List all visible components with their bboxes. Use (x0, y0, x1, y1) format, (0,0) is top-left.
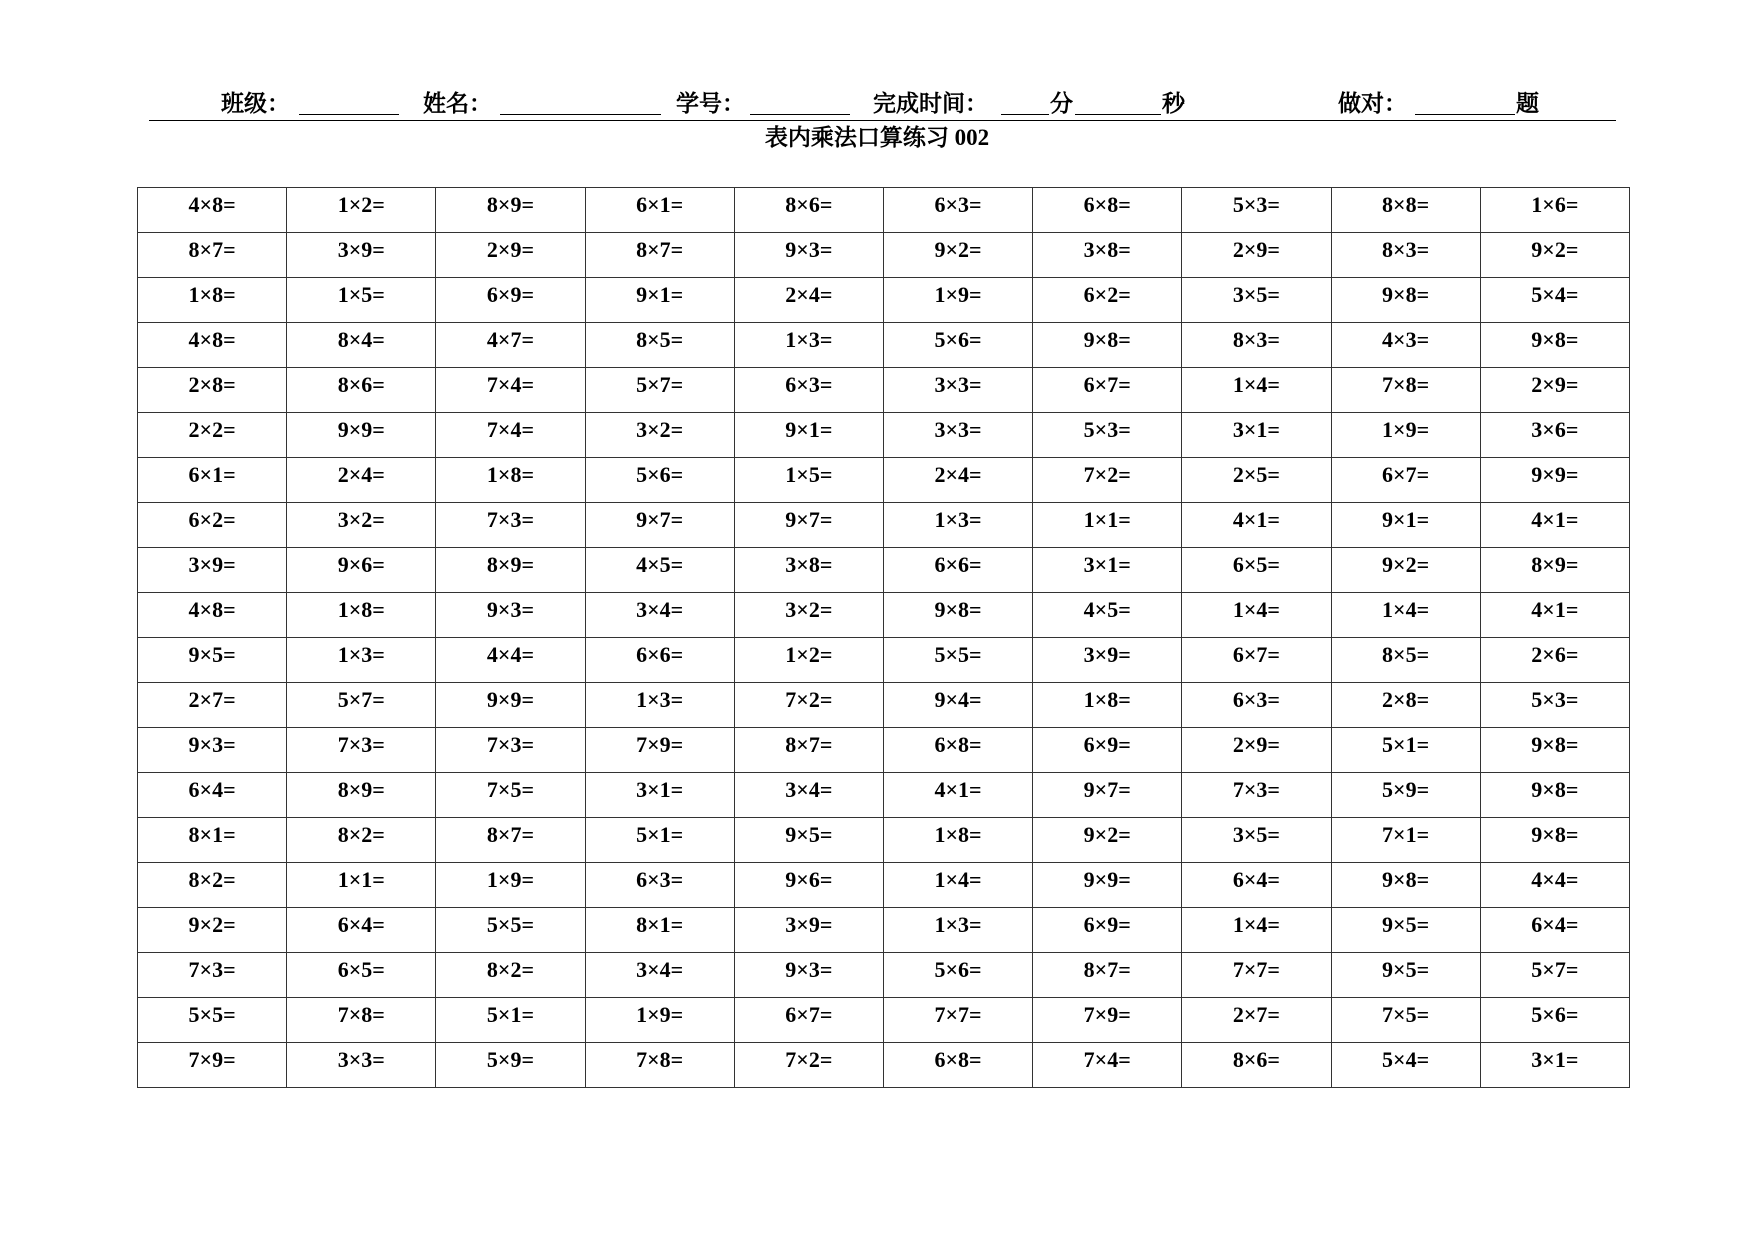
problem-cell: 5×4= (1480, 278, 1629, 323)
problem-cell: 3×9= (734, 908, 883, 953)
problem-cell: 6×9= (1033, 908, 1182, 953)
problem-cell: 3×3= (883, 413, 1032, 458)
problem-cell: 2×8= (1331, 683, 1480, 728)
problem-cell: 5×6= (1480, 998, 1629, 1043)
problem-cell: 9×8= (1480, 818, 1629, 863)
problem-cell: 7×3= (436, 728, 585, 773)
problem-cell: 5×6= (883, 953, 1032, 998)
problem-cell: 1×4= (883, 863, 1032, 908)
problem-row (138, 233, 1630, 278)
problem-cell: 9×8= (1331, 278, 1480, 323)
student-id-label: 学号： (676, 91, 745, 116)
problem-cell: 9×7= (585, 503, 734, 548)
problem-cell: 7×3= (1182, 773, 1331, 818)
problem-cell: 8×1= (138, 818, 287, 863)
problem-cell: 6×4= (1480, 908, 1629, 953)
problem-cell: 7×3= (436, 503, 585, 548)
problem-cell: 8×2= (436, 953, 585, 998)
problem-cell: 7×4= (1033, 1043, 1182, 1088)
problem-cell: 7×2= (1033, 458, 1182, 503)
problem-cell: 6×6= (883, 548, 1032, 593)
problem-cell: 1×9= (585, 998, 734, 1043)
problem-row (138, 323, 1630, 368)
problem-row (138, 908, 1630, 953)
problem-cell: 2×7= (138, 683, 287, 728)
worksheet-title: 表内乘法口算练习 002 (764, 125, 990, 150)
problem-cell: 9×2= (883, 233, 1032, 278)
problem-cell: 4×1= (883, 773, 1032, 818)
problem-row (138, 548, 1630, 593)
problem-cell: 2×8= (138, 368, 287, 413)
problem-row (138, 413, 1630, 458)
problem-row (138, 953, 1630, 998)
problem-cell: 3×3= (883, 368, 1032, 413)
problem-cell: 3×4= (734, 773, 883, 818)
problem-cell: 3×9= (138, 548, 287, 593)
problem-cell: 5×7= (1480, 953, 1629, 998)
problem-cell: 8×7= (138, 233, 287, 278)
problem-cell: 3×5= (1182, 278, 1331, 323)
problem-cell: 7×4= (436, 413, 585, 458)
problem-cell: 1×6= (1480, 188, 1629, 233)
problem-cell: 5×5= (883, 638, 1032, 683)
problem-cell: 5×7= (287, 683, 436, 728)
problem-cell: 9×8= (1480, 728, 1629, 773)
problem-cell: 4×1= (1480, 503, 1629, 548)
problem-cell: 6×4= (287, 908, 436, 953)
problem-cell: 7×5= (1331, 998, 1480, 1043)
problem-cell: 8×3= (1331, 233, 1480, 278)
problem-cell: 6×8= (1033, 188, 1182, 233)
problem-cell: 4×5= (585, 548, 734, 593)
problem-cell: 1×8= (436, 458, 585, 503)
problem-cell: 7×2= (734, 683, 883, 728)
problem-cell: 1×1= (287, 863, 436, 908)
name-blank[interactable] (500, 114, 661, 115)
problem-cell: 5×6= (585, 458, 734, 503)
problem-grid (137, 187, 1630, 1088)
problem-cell: 3×8= (734, 548, 883, 593)
problem-row (138, 683, 1630, 728)
problem-cell: 6×9= (1033, 728, 1182, 773)
problem-cell: 5×1= (585, 818, 734, 863)
problem-cell: 5×1= (1331, 728, 1480, 773)
problem-cell: 9×2= (1033, 818, 1182, 863)
problem-cell: 5×3= (1033, 413, 1182, 458)
problem-cell: 7×5= (436, 773, 585, 818)
problem-cell: 9×9= (436, 683, 585, 728)
problem-cell: 8×7= (436, 818, 585, 863)
problem-cell: 9×2= (1331, 548, 1480, 593)
time-label: 完成时间： (873, 91, 988, 116)
problem-cell: 6×6= (585, 638, 734, 683)
problem-cell: 9×8= (1480, 773, 1629, 818)
problem-cell: 3×6= (1480, 413, 1629, 458)
problem-cell: 3×8= (1033, 233, 1182, 278)
problem-cell: 6×8= (883, 1043, 1032, 1088)
problem-cell: 5×6= (883, 323, 1032, 368)
problem-cell: 4×5= (1033, 593, 1182, 638)
problem-cell: 5×1= (436, 998, 585, 1043)
correct-label: 做对： (1338, 91, 1407, 116)
problem-cell: 8×9= (436, 548, 585, 593)
problem-cell: 2×9= (1182, 728, 1331, 773)
problem-cell: 8×7= (734, 728, 883, 773)
problem-cell: 6×3= (883, 188, 1032, 233)
problem-cell: 2×9= (1182, 233, 1331, 278)
problem-cell: 1×2= (287, 188, 436, 233)
problem-cell: 8×9= (1480, 548, 1629, 593)
problem-cell: 4×7= (436, 323, 585, 368)
problem-cell: 6×3= (1182, 683, 1331, 728)
problem-cell: 3×9= (287, 233, 436, 278)
problem-cell: 5×3= (1182, 188, 1331, 233)
problem-cell: 9×3= (138, 728, 287, 773)
problem-row (138, 773, 1630, 818)
problem-cell: 6×3= (585, 863, 734, 908)
problem-cell: 1×2= (734, 638, 883, 683)
problem-cell: 8×5= (585, 323, 734, 368)
problem-cell: 7×9= (1033, 998, 1182, 1043)
problem-cell: 2×4= (734, 278, 883, 323)
problem-cell: 8×2= (138, 863, 287, 908)
header-fields (149, 88, 1616, 121)
problem-cell: 7×2= (734, 1043, 883, 1088)
problem-cell: 7×7= (1182, 953, 1331, 998)
problem-row (138, 998, 1630, 1043)
problem-row (138, 818, 1630, 863)
problem-cell: 9×5= (734, 818, 883, 863)
problem-cell: 2×2= (138, 413, 287, 458)
problem-cell: 8×1= (585, 908, 734, 953)
problem-cell: 6×9= (436, 278, 585, 323)
problem-cell: 1×9= (1331, 413, 1480, 458)
problem-cell: 1×3= (883, 503, 1032, 548)
problem-cell: 6×1= (585, 188, 734, 233)
problem-cell: 6×4= (1182, 863, 1331, 908)
problem-cell: 1×8= (138, 278, 287, 323)
problem-cell: 7×8= (585, 1043, 734, 1088)
problem-cell: 9×3= (436, 593, 585, 638)
problem-cell: 5×7= (585, 368, 734, 413)
problem-row (138, 278, 1630, 323)
problem-cell: 9×1= (1331, 503, 1480, 548)
problem-cell: 1×8= (1033, 683, 1182, 728)
problem-cell: 5×5= (436, 908, 585, 953)
problem-cell: 5×9= (436, 1043, 585, 1088)
class-blank[interactable] (299, 114, 399, 115)
class-label: 班级： (221, 91, 290, 116)
problem-cell: 3×9= (1033, 638, 1182, 683)
problem-cell: 7×4= (436, 368, 585, 413)
problem-cell: 5×4= (1331, 1043, 1480, 1088)
problem-cell: 5×5= (138, 998, 287, 1043)
problem-row (138, 458, 1630, 503)
problem-cell: 2×5= (1182, 458, 1331, 503)
problem-cell: 6×3= (734, 368, 883, 413)
problem-cell: 3×1= (1033, 548, 1182, 593)
problem-cell: 8×5= (1331, 638, 1480, 683)
problem-row (138, 728, 1630, 773)
problem-row (138, 503, 1630, 548)
problem-cell: 1×3= (585, 683, 734, 728)
problem-cell: 1×8= (883, 818, 1032, 863)
problem-cell: 9×9= (287, 413, 436, 458)
problem-cell: 6×2= (138, 503, 287, 548)
problem-cell: 7×1= (1331, 818, 1480, 863)
problem-cell: 4×8= (138, 188, 287, 233)
problem-cell: 9×6= (287, 548, 436, 593)
problem-cell: 9×5= (1331, 953, 1480, 998)
student-id-blank[interactable] (750, 114, 850, 115)
name-label: 姓名： (423, 91, 492, 116)
problem-cell: 3×2= (585, 413, 734, 458)
problem-cell: 1×3= (287, 638, 436, 683)
correct-blank[interactable] (1415, 114, 1515, 115)
problem-cell: 3×4= (585, 953, 734, 998)
problem-cell: 9×3= (734, 233, 883, 278)
problem-cell: 2×9= (1480, 368, 1629, 413)
problem-cell: 4×4= (436, 638, 585, 683)
problem-cell: 1×8= (287, 593, 436, 638)
problem-cell: 7×9= (585, 728, 734, 773)
problem-cell: 9×7= (734, 503, 883, 548)
problem-cell: 8×9= (287, 773, 436, 818)
problem-cell: 9×7= (1033, 773, 1182, 818)
problem-row (138, 368, 1630, 413)
problem-cell: 8×7= (1033, 953, 1182, 998)
problem-cell: 6×2= (1033, 278, 1182, 323)
problem-cell: 3×2= (734, 593, 883, 638)
problem-cell: 9×2= (138, 908, 287, 953)
problem-cell: 1×4= (1182, 593, 1331, 638)
problem-cell: 9×8= (1331, 863, 1480, 908)
problem-cell: 6×7= (734, 998, 883, 1043)
problem-cell: 7×3= (287, 728, 436, 773)
problem-cell: 9×8= (1033, 323, 1182, 368)
problem-cell: 1×5= (734, 458, 883, 503)
problem-cell: 8×6= (1182, 1043, 1331, 1088)
problem-cell: 1×9= (436, 863, 585, 908)
problem-cell: 8×8= (1331, 188, 1480, 233)
problem-cell: 9×3= (734, 953, 883, 998)
problem-cell: 1×4= (1331, 593, 1480, 638)
minute-label: 分 (1050, 91, 1073, 116)
problem-cell: 8×4= (287, 323, 436, 368)
problem-cell: 1×9= (883, 278, 1032, 323)
problem-cell: 9×1= (585, 278, 734, 323)
problem-cell: 6×5= (287, 953, 436, 998)
second-label: 秒 (1162, 91, 1185, 116)
problem-cell: 6×7= (1033, 368, 1182, 413)
problem-cell: 6×1= (138, 458, 287, 503)
problem-row (138, 188, 1630, 233)
minute-blank[interactable] (1001, 114, 1049, 115)
problem-cell: 9×9= (1480, 458, 1629, 503)
problem-cell: 8×6= (287, 368, 436, 413)
problem-cell: 1×1= (1033, 503, 1182, 548)
problem-cell: 2×9= (436, 233, 585, 278)
problem-cell: 7×7= (883, 998, 1032, 1043)
problem-cell: 6×4= (138, 773, 287, 818)
problem-cell: 1×3= (734, 323, 883, 368)
problem-cell: 4×8= (138, 323, 287, 368)
problem-cell: 9×8= (1480, 323, 1629, 368)
problem-cell: 4×4= (1480, 863, 1629, 908)
problem-cell: 2×4= (287, 458, 436, 503)
problem-cell: 3×4= (585, 593, 734, 638)
problem-cell: 4×1= (1480, 593, 1629, 638)
problem-cell: 9×4= (883, 683, 1032, 728)
problem-cell: 2×4= (883, 458, 1032, 503)
problem-cell: 8×3= (1182, 323, 1331, 368)
problem-row (138, 1043, 1630, 1088)
problem-cell: 1×3= (883, 908, 1032, 953)
problem-cell: 9×8= (883, 593, 1032, 638)
problem-cell: 3×1= (585, 773, 734, 818)
second-blank[interactable] (1075, 114, 1161, 115)
problem-row (138, 593, 1630, 638)
problem-cell: 1×5= (287, 278, 436, 323)
problem-cell: 7×8= (287, 998, 436, 1043)
problem-cell: 3×5= (1182, 818, 1331, 863)
problem-cell: 3×1= (1182, 413, 1331, 458)
problem-cell: 8×9= (436, 188, 585, 233)
problem-cell: 5×3= (1480, 683, 1629, 728)
problem-cell: 1×4= (1182, 368, 1331, 413)
problem-cell: 9×1= (734, 413, 883, 458)
problem-cell: 4×8= (138, 593, 287, 638)
problem-cell: 2×6= (1480, 638, 1629, 683)
problem-cell: 8×2= (287, 818, 436, 863)
problem-cell: 6×7= (1182, 638, 1331, 683)
problem-cell: 8×6= (734, 188, 883, 233)
problem-cell: 3×1= (1480, 1043, 1629, 1088)
problem-cell: 3×3= (287, 1043, 436, 1088)
problem-cell: 3×2= (287, 503, 436, 548)
problem-row (138, 638, 1630, 683)
problem-cell: 6×5= (1182, 548, 1331, 593)
problem-cell: 8×7= (585, 233, 734, 278)
problem-cell: 7×3= (138, 953, 287, 998)
problem-cell: 7×8= (1331, 368, 1480, 413)
problem-cell: 9×6= (734, 863, 883, 908)
problem-cell: 9×2= (1480, 233, 1629, 278)
problem-cell: 5×9= (1331, 773, 1480, 818)
problem-cell: 9×9= (1033, 863, 1182, 908)
problem-row (138, 863, 1630, 908)
question-label: 题 (1516, 91, 1539, 116)
problem-cell: 9×5= (138, 638, 287, 683)
problem-cell: 9×5= (1331, 908, 1480, 953)
problem-cell: 4×3= (1331, 323, 1480, 368)
problem-cell: 2×7= (1182, 998, 1331, 1043)
problem-cell: 6×7= (1331, 458, 1480, 503)
problem-cell: 7×9= (138, 1043, 287, 1088)
problem-cell: 1×4= (1182, 908, 1331, 953)
problem-cell: 6×8= (883, 728, 1032, 773)
problem-cell: 4×1= (1182, 503, 1331, 548)
